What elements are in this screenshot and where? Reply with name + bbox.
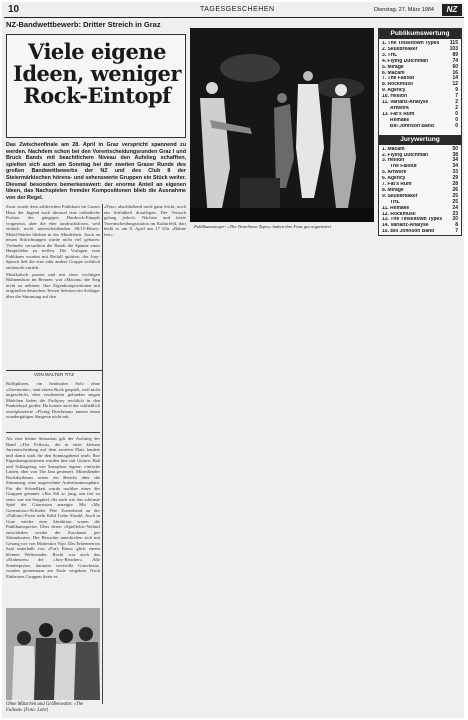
table-row: 1. Macam 50 (382, 145, 458, 152)
publication-date: Dienstag, 27. März 1984 (374, 7, 434, 13)
band-photo-image (6, 608, 100, 700)
column-divider (102, 204, 103, 704)
table-row: Artwork 2 (390, 104, 458, 111)
table-row: 7. The Fallout 14 (382, 75, 458, 82)
article-column-a-mid (6, 381, 100, 421)
table-row: Bill Johnson Band 0 (390, 122, 458, 129)
article-column-a-long (6, 436, 100, 581)
table-row: 9. Skullbreaker 25 (382, 192, 458, 199)
band-photo (6, 608, 100, 700)
table-row: 4. Flying Dutchman 74 (382, 57, 458, 64)
table-row: 9. Agency 9 (382, 87, 458, 94)
table-row: 11. Remake 24 (382, 204, 458, 211)
article-byline: VON WALTER TITZ (6, 370, 102, 378)
article-paragraph: Als eine kleine Sensation gilt der Aufstieg der Band »The Fallout«, die in einer kleinen Juryentscheidung auf dem zweiten Platz landete und damit stark für den Sonntagabend warb. Ihre Eigenkompositionen wurden hier mit Gitarre, Baß und Schlagzeug wie Saxophon eigene, einfache Linien, aber von The Jam gesteuert. Mitreißender Rockrhythmus setzte ein Bericht über die Stimmung, eine ungewohnte Auftrittsatmosphäre. Für die Schnellkeit wurde nachher eines der Gruppen genannt: »Ein Stil so jung, um frei zu sein« war ein Songtitel, der auch wie das schönste Spiel der Gitarristen anzeigte. Mit »My Generation«-Erfinder Pete Townshend an der »Fallout«-Front steht Kühl Liebe Abzahl. Auch in Graz wieder eine Attraktion waren die Publikumspreise. Über deren »Spielfeld«-Verlauf entschieden wieder die Zuschauer per Stimmkarten. Die Besucher unterhielten sich mit Gesang wie von Moderator Vojo. Das Erkennen im Saal unterhalb von »Fat's Rum« glich einem kleinen Weltwunder. Rockt war auch das »Einheizen« der »Jury-Reacher«. Alle Sonderpreise, darunter wertvolle Gutscheine, wurden gemeinsam am Ende vergeben. Nach Einheizen Gruppen fierte es. (6, 436, 100, 579)
publikum-table (379, 39, 461, 132)
table-row: 7. Fat's Rum 28 (382, 181, 458, 188)
table-row: 10. Hellion 7 (382, 93, 458, 100)
concert-photo-caption: Publikumssieger: »The Tinseltown Types« hatten ihre Fans gut organisiert (194, 224, 332, 229)
table-row: THL 25 (390, 198, 458, 205)
table-row: 3. Hellion 34 (382, 157, 458, 164)
newspaper-logo: NZ (442, 4, 462, 16)
table-row: 11. Varianz-Analyse 2 (382, 99, 458, 106)
results-panel (378, 28, 462, 236)
table-row: 5. Mirage 60 (382, 63, 458, 70)
section-title: TAGESGESCHEHEN (200, 6, 275, 13)
table-row: Remake 0 (390, 116, 458, 123)
photo-credit: (Foto: Lohr) (23, 708, 49, 713)
article-column-a (6, 204, 100, 301)
table-row: The Fallout 34 (390, 163, 458, 170)
page-number: 10 (8, 4, 20, 15)
table-row: 6. Macam 16 (382, 69, 458, 76)
headline-box (6, 34, 186, 138)
table-row: 5. Artwork 33 (382, 169, 458, 176)
masthead (4, 4, 464, 18)
table-row: 2. Skullbreaker 103 (382, 45, 458, 52)
concert-photo (190, 28, 374, 222)
article-headline: Viele eigene Ideen, weniger Rock-Eintopf (13, 39, 181, 108)
table-row: 14. Varianz-Analyse 8 (382, 222, 458, 229)
article-kicker: NZ-Bandwettbewerb: Dritter Streich in Graz (6, 20, 161, 29)
article-paragraph: »Fetz« abschließend noch ganz leicht, noch ein Schlußteil drauflegen. Der Versuch gelang jedoch. Nächste und letzte Vorentscheidungsstation im Kulturfeld, dort heißt es am 8. April um 17 Uhr »Bühne frei«. (104, 204, 186, 237)
article-paragraph: Rollsplitzen, ein beinhartes Solo ohne »Zeremonie«, statt einem Rock gespielt, weil nicht ungeschickt, aber verdientem gefunden singen Mädchen liefen die Fachjury reichlich in den Punktekopf großer. Da konnte auch der schließlich zweitplatzierte »Flying Dutchman« tanzen einen wundergütigen Sängerin nicht mit. (6, 381, 100, 419)
table-row: 8. Rockmüsli 12 (382, 81, 458, 88)
table-row: 12. Rockmüsli 23 (382, 210, 458, 217)
jury-table (379, 145, 461, 238)
table-row: 13. Fat's Rum 0 (382, 110, 458, 117)
band-photo-caption-text: Ohne Mätzchen und Größenwahn: »The Fallout« (6, 702, 84, 713)
table-row: 13. The Tinseltown Types 20 (382, 216, 458, 223)
table-row: 15. Bill Johnson Band 7 (382, 228, 458, 235)
publikum-title: Publikumswertung (379, 29, 461, 39)
divider (6, 432, 100, 433)
article-paragraph: Musikalisch passen und mit einer wichtigen Bühnenshow im Rennen: war »Macam« der Sieg nicht zu nehmen. Ihre Eigenkompositionen mit originellen deutschen Texten lieferten ein Schlager über die Stimmung auf den (6, 271, 100, 299)
article-paragraph: Zwar wurde dem zahlreichen Publikum im Grazer Haus der Jugend auch diesmal eine ordentliche Portion des gängigen Hardrock-Einopfs vorgesetzt, aber die eher ausdruckslosen, weil einfach nicht unterscheidenden 08/15-Heavy-Metal-Stücke blieben in der Minderheit. Auch an neuen Stilrichtungen wurde nicht viel geboten. Vielmehr versuchten die Bands die Spanne eines Hauptfeldes zu treffen. Die Vorlagen vom Publikum wurden mit Beifall quittiert, der Jury-Spruch ließ die eine oder andere Gruppe sichtlich enttäuscht zurück. (6, 204, 100, 270)
table-row: 2. Flying Dutchman 38 (382, 151, 458, 158)
band-photo-caption (6, 702, 100, 714)
jury-title: Jurywertung (379, 135, 461, 145)
article-column-b-top (104, 204, 186, 239)
table-row: 6. Agency 29 (382, 175, 458, 182)
table-row: 8. Mirage 26 (382, 186, 458, 193)
concert-photo-image (190, 28, 374, 222)
article-lead: Das Zwischenfinale am 28. April in Graz verspricht spannend zu werden. Nachdem schon bei den Vorentscheidungsrunden Graz I und Bruck Bands mit beachtlichem Niveau den Aufstieg schafften, spielten sich auch am Sonntag bei der zweiten Grazer Runde des großen Bandwettbewerbs der NZ und des Club 8 der Steiermärkischen hörens- und sehenswerte Gruppen ein Stück weiter. Diesmal besonders bemerkenswert: der enorme Anteil an eigenen Ideen, das Nachspielen fremder Kompositionen blieb die Ausnahme von der Regel. (6, 142, 186, 201)
table-row: 3. THL 89 (382, 51, 458, 58)
table-row: 1. The Tinseltown Types 115 (382, 40, 458, 46)
